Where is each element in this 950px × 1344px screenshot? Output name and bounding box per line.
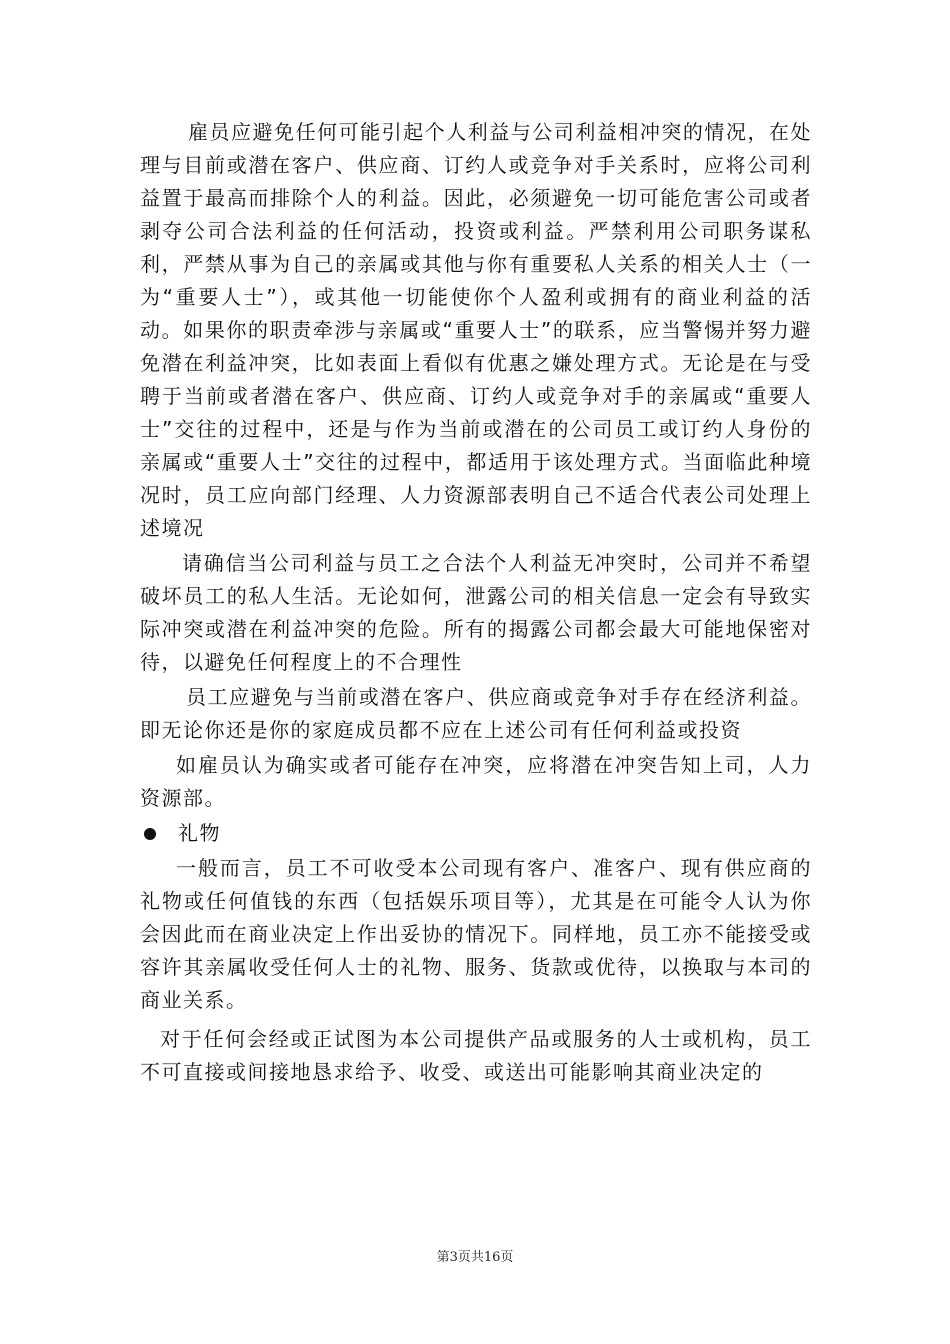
paragraph-report-conflict: 如雇员认为确实或者可能存在冲突，应将潜在冲突告知上司，人力资源部。 — [140, 753, 812, 810]
section-heading-label: 礼物 — [178, 821, 221, 845]
document-body — [140, 116, 812, 1089]
page-number-footer: 第3页共16页 — [436, 1250, 514, 1265]
paragraph-conflict-of-interest: 雇员应避免任何可能引起个人利益与公司利益相冲突的情况，在处理与目前或潜在客户、供应商、订约人或竞争对手关系时，应将公司利益置于最高而排除个人的利益。因此，必须避免一切可能危害公司或者剥夺公司合法利益的任何活动，投资或利益。严禁利用公司职务谋私利，严禁从事为自己的亲属或其他与你有重要私人关系的相关人士（一为“重要人士”），或其他一切能使你个人盈利或拥有的商业利益的活动。如果你的职责牵涉与亲属或“重要人士”的联系，应当警惕并努力避免潜在利益冲突，比如表面上看似有优惠之嫌处理方式。无论是在与受聘于当前或者潜在客户、供应商、订约人或竞争对手的亲属或“重要人士”交往的过程中，还是与作为当前或潜在的公司员工或订约人身份的亲属或“重要人士”交往的过程中，都适用于该处理方式。当面临此种境况时，员工应向部门经理、人力资源部表明自己不适合代表公司处理上述境况 — [140, 120, 812, 540]
section-heading-gifts — [140, 817, 812, 850]
paragraph-economic-interest: 员工应避免与当前或潜在客户、供应商或竞争对手存在经济利益。即无论你还是你的家庭成员都不应在上述公司有任何利益或投资 — [140, 685, 812, 742]
paragraph-gifts-solicit: 对于任何会经或正试图为本公司提供产品或服务的人士或机构，员工不可直接或间接地恳求给予、收受、或送出可能影响其商业决定的 — [140, 1027, 812, 1084]
paragraph-gifts-general: 一般而言，员工不可收受本公司现有客户、准客户、现有供应商的礼物或任何值钱的东西（包括娱乐项目等），尤其是在可能令人认为你会因此而在商业决定上作出妥协的情况下。同样地，员工亦不能接受或容许其亲属收受任何人士的礼物、服务、货款或优待，以换取与本司的商业关系。 — [140, 856, 812, 1012]
paragraph-privacy: 请确信当公司利益与员工之合法个人利益无冲突时，公司并不希望破坏员工的私人生活。无论如何，泄露公司的相关信息一定会有导致实际冲突或潜在利益冲突的危险。所有的揭露公司都会最大可能地保密对待，以避免任何程度上的不合理性 — [140, 551, 812, 674]
bullet-icon — [144, 828, 156, 840]
